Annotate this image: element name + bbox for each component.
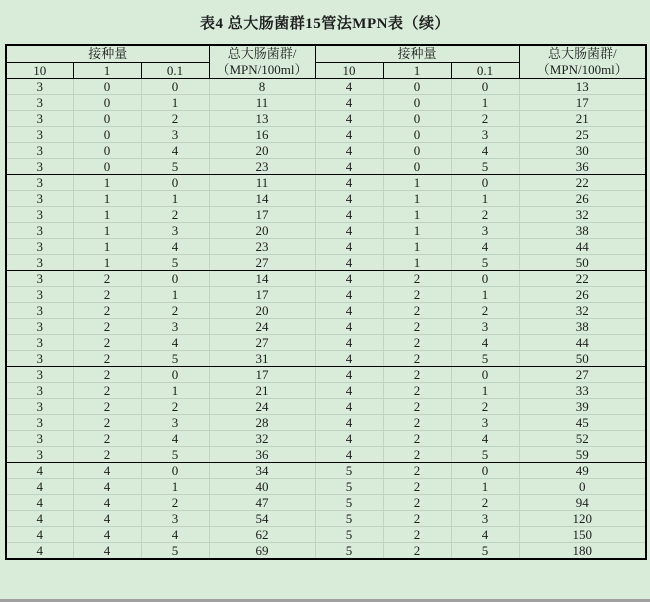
title-bar: [0, 0, 650, 44]
cell: 4: [73, 463, 141, 479]
cell: 31: [209, 351, 315, 367]
table-row: [6, 239, 646, 255]
cell: 4: [451, 239, 519, 255]
cell: 3: [6, 319, 73, 335]
cell: 150: [519, 527, 646, 543]
cell: 0: [451, 271, 519, 287]
cell: 0: [383, 95, 451, 111]
cell: 1: [383, 223, 451, 239]
cell: 3: [6, 271, 73, 287]
cell: 0: [141, 79, 209, 95]
cell: 1: [383, 207, 451, 223]
cell: 50: [519, 351, 646, 367]
cell: 180: [519, 543, 646, 560]
cell: 36: [519, 159, 646, 175]
cell: 3: [6, 303, 73, 319]
cell: 1: [383, 175, 451, 191]
cell: 94: [519, 495, 646, 511]
cell: 4: [315, 319, 383, 335]
table-row: [6, 367, 646, 383]
cell: 27: [209, 255, 315, 271]
cell: 13: [209, 111, 315, 127]
header-row-groups: [6, 45, 646, 62]
table-row: [6, 79, 646, 95]
cell: 3: [451, 319, 519, 335]
cell: 4: [315, 95, 383, 111]
cell: 0: [73, 159, 141, 175]
cell: 20: [209, 223, 315, 239]
table-row: [6, 175, 646, 191]
mpn-table: [5, 44, 647, 560]
cell: 0: [519, 479, 646, 495]
cell: 3: [6, 175, 73, 191]
cell: 3: [6, 287, 73, 303]
cell: 4: [6, 527, 73, 543]
cell: 40: [209, 479, 315, 495]
cell: 4: [141, 431, 209, 447]
table-row: [6, 255, 646, 271]
table-row: [6, 527, 646, 543]
cell: 0: [141, 463, 209, 479]
cell: 69: [209, 543, 315, 560]
cell: 4: [73, 479, 141, 495]
cell: 2: [73, 319, 141, 335]
cell: 3: [6, 191, 73, 207]
cell: 44: [519, 335, 646, 351]
header-mpn-left-line1: 总大肠菌群/: [227, 46, 297, 61]
cell: 62: [209, 527, 315, 543]
cell: 4: [73, 543, 141, 560]
header-volume-right-10: 10: [315, 62, 383, 79]
table-header: [6, 45, 646, 79]
cell: 27: [209, 335, 315, 351]
cell: 5: [451, 255, 519, 271]
cell: 0: [73, 127, 141, 143]
cell: 3: [6, 399, 73, 415]
cell: 47: [209, 495, 315, 511]
cell: 3: [141, 319, 209, 335]
cell: 4: [6, 511, 73, 527]
table-row: [6, 223, 646, 239]
cell: 2: [383, 367, 451, 383]
table-row: [6, 127, 646, 143]
cell: 2: [383, 511, 451, 527]
cell: 4: [451, 527, 519, 543]
cell: 3: [6, 207, 73, 223]
cell: 4: [6, 463, 73, 479]
cell: 4: [73, 511, 141, 527]
cell: 2: [383, 479, 451, 495]
cell: 11: [209, 175, 315, 191]
cell: 1: [141, 479, 209, 495]
cell: 1: [73, 175, 141, 191]
cell: 54: [209, 511, 315, 527]
cell: 0: [383, 79, 451, 95]
cell: 4: [315, 367, 383, 383]
table-row: [6, 111, 646, 127]
cell: 1: [73, 207, 141, 223]
cell: 28: [209, 415, 315, 431]
cell: 1: [383, 239, 451, 255]
cell: 3: [6, 335, 73, 351]
cell: 2: [383, 447, 451, 463]
table-row: [6, 191, 646, 207]
header-volume-right-1: 1: [383, 62, 451, 79]
table-row: [6, 207, 646, 223]
cell: 21: [519, 111, 646, 127]
cell: 2: [383, 495, 451, 511]
cell: 16: [209, 127, 315, 143]
cell: 1: [383, 255, 451, 271]
cell: 2: [383, 415, 451, 431]
cell: 2: [383, 287, 451, 303]
cell: 3: [6, 127, 73, 143]
cell: 4: [315, 207, 383, 223]
cell: 1: [383, 191, 451, 207]
cell: 2: [383, 319, 451, 335]
cell: 4: [6, 543, 73, 560]
cell: 4: [315, 415, 383, 431]
cell: 14: [209, 191, 315, 207]
table-row: [6, 271, 646, 287]
cell: 4: [141, 527, 209, 543]
cell: 45: [519, 415, 646, 431]
table-row: [6, 479, 646, 495]
header-inoculation-left: 接种量: [6, 45, 209, 62]
cell: 4: [451, 431, 519, 447]
table-row: [6, 511, 646, 527]
cell: 0: [451, 175, 519, 191]
table-row: [6, 415, 646, 431]
cell: 0: [73, 79, 141, 95]
cell: 1: [141, 383, 209, 399]
cell: 2: [141, 399, 209, 415]
cell: 3: [451, 511, 519, 527]
cell: 3: [6, 143, 73, 159]
cell: 17: [209, 207, 315, 223]
cell: 2: [73, 335, 141, 351]
cell: 2: [383, 271, 451, 287]
cell: 4: [141, 335, 209, 351]
cell: 24: [209, 319, 315, 335]
header-mpn-right: [519, 45, 646, 79]
cell: 4: [141, 239, 209, 255]
cell: 0: [451, 463, 519, 479]
cell: 8: [209, 79, 315, 95]
cell: 4: [315, 79, 383, 95]
cell: 5: [141, 255, 209, 271]
cell: 4: [315, 351, 383, 367]
cell: 5: [451, 543, 519, 560]
cell: 2: [383, 543, 451, 560]
cell: 2: [383, 383, 451, 399]
cell: 2: [383, 431, 451, 447]
cell: 0: [141, 175, 209, 191]
cell: 26: [519, 191, 646, 207]
cell: 5: [141, 351, 209, 367]
cell: 1: [141, 191, 209, 207]
cell: 4: [315, 143, 383, 159]
table-row: [6, 159, 646, 175]
cell: 38: [519, 223, 646, 239]
header-volume-left-1: 1: [73, 62, 141, 79]
cell: 44: [519, 239, 646, 255]
cell: 5: [141, 159, 209, 175]
cell: 4: [315, 223, 383, 239]
cell: 5: [141, 543, 209, 560]
cell: 39: [519, 399, 646, 415]
cell: 5: [451, 351, 519, 367]
cell: 59: [519, 447, 646, 463]
cell: 5: [141, 447, 209, 463]
cell: 3: [6, 415, 73, 431]
cell: 2: [73, 447, 141, 463]
table-row: [6, 447, 646, 463]
cell: 2: [451, 495, 519, 511]
cell: 2: [73, 303, 141, 319]
table-row: [6, 383, 646, 399]
cell: 3: [6, 159, 73, 175]
cell: 2: [451, 207, 519, 223]
cell: 2: [383, 527, 451, 543]
cell: 3: [141, 511, 209, 527]
cell: 2: [73, 271, 141, 287]
cell: 0: [383, 159, 451, 175]
cell: 2: [73, 415, 141, 431]
cell: 3: [6, 351, 73, 367]
cell: 0: [383, 111, 451, 127]
cell: 0: [383, 143, 451, 159]
header-volume-left-01: 0.1: [141, 62, 209, 79]
cell: 2: [73, 367, 141, 383]
cell: 4: [451, 335, 519, 351]
cell: 2: [383, 399, 451, 415]
cell: 13: [519, 79, 646, 95]
cell: 1: [73, 239, 141, 255]
header-inoculation-right: 接种量: [315, 45, 519, 62]
cell: 3: [6, 79, 73, 95]
cell: 4: [315, 303, 383, 319]
cell: 0: [73, 143, 141, 159]
cell: 4: [315, 335, 383, 351]
cell: 0: [73, 95, 141, 111]
cell: 2: [73, 351, 141, 367]
cell: 4: [315, 447, 383, 463]
cell: 5: [315, 543, 383, 560]
cell: 3: [451, 223, 519, 239]
cell: 2: [73, 431, 141, 447]
header-mpn-left: [209, 45, 315, 79]
cell: 11: [209, 95, 315, 111]
cell: 38: [519, 319, 646, 335]
cell: 2: [383, 351, 451, 367]
cell: 1: [451, 383, 519, 399]
cell: 4: [315, 383, 383, 399]
cell: 3: [141, 127, 209, 143]
cell: 2: [73, 383, 141, 399]
cell: 32: [209, 431, 315, 447]
table-row: [6, 543, 646, 560]
cell: 4: [6, 479, 73, 495]
header-volume-right-01: 0.1: [451, 62, 519, 79]
cell: 4: [315, 271, 383, 287]
cell: 3: [6, 95, 73, 111]
cell: 3: [6, 255, 73, 271]
cell: 27: [519, 367, 646, 383]
cell: 49: [519, 463, 646, 479]
table-body: [6, 79, 646, 560]
cell: 17: [209, 287, 315, 303]
cell: 52: [519, 431, 646, 447]
cell: 26: [519, 287, 646, 303]
cell: 3: [6, 447, 73, 463]
cell: 2: [451, 111, 519, 127]
cell: 4: [315, 191, 383, 207]
cell: 4: [315, 287, 383, 303]
cell: 22: [519, 271, 646, 287]
cell: 5: [451, 159, 519, 175]
cell: 2: [141, 207, 209, 223]
cell: 20: [209, 303, 315, 319]
table-row: [6, 319, 646, 335]
cell: 4: [315, 175, 383, 191]
header-mpn-left-line2: （MPN/100ml）: [216, 62, 308, 77]
cell: 0: [383, 127, 451, 143]
table-row: [6, 399, 646, 415]
cell: 5: [315, 463, 383, 479]
cell: 5: [315, 511, 383, 527]
cell: 4: [315, 255, 383, 271]
table-row: [6, 335, 646, 351]
cell: 2: [73, 399, 141, 415]
cell: 25: [519, 127, 646, 143]
cell: 3: [141, 223, 209, 239]
cell: 24: [209, 399, 315, 415]
cell: 2: [451, 303, 519, 319]
cell: 32: [519, 303, 646, 319]
cell: 4: [73, 495, 141, 511]
cell: 17: [519, 95, 646, 111]
cell: 14: [209, 271, 315, 287]
cell: 36: [209, 447, 315, 463]
cell: 2: [141, 495, 209, 511]
cell: 5: [315, 479, 383, 495]
cell: 17: [209, 367, 315, 383]
cell: 2: [73, 287, 141, 303]
cell: 0: [73, 111, 141, 127]
cell: 3: [6, 431, 73, 447]
cell: 1: [141, 95, 209, 111]
cell: 4: [451, 143, 519, 159]
cell: 2: [141, 303, 209, 319]
cell: 5: [451, 447, 519, 463]
cell: 4: [315, 239, 383, 255]
table-row: [6, 287, 646, 303]
table-row: [6, 303, 646, 319]
cell: 3: [6, 223, 73, 239]
cell: 30: [519, 143, 646, 159]
header-volume-left-10: 10: [6, 62, 73, 79]
cell: 23: [209, 239, 315, 255]
cell: 34: [209, 463, 315, 479]
cell: 1: [141, 287, 209, 303]
cell: 3: [6, 239, 73, 255]
cell: 20: [209, 143, 315, 159]
cell: 0: [451, 79, 519, 95]
cell: 120: [519, 511, 646, 527]
cell: 4: [315, 431, 383, 447]
cell: 33: [519, 383, 646, 399]
page-title: 表4 总大肠菌群15管法MPN表（续）: [200, 15, 450, 32]
table-row: [6, 143, 646, 159]
cell: 4: [315, 111, 383, 127]
table-row: [6, 351, 646, 367]
cell: 1: [451, 287, 519, 303]
cell: 1: [451, 95, 519, 111]
cell: 50: [519, 255, 646, 271]
cell: 1: [73, 223, 141, 239]
cell: 0: [141, 367, 209, 383]
cell: 0: [451, 367, 519, 383]
cell: 4: [6, 495, 73, 511]
cell: 32: [519, 207, 646, 223]
cell: 1: [451, 191, 519, 207]
cell: 2: [383, 335, 451, 351]
table-row: [6, 495, 646, 511]
cell: 4: [315, 399, 383, 415]
cell: 1: [73, 191, 141, 207]
cell: 1: [451, 479, 519, 495]
header-mpn-right-line2: （MPN/100ml）: [536, 62, 628, 77]
cell: 5: [315, 527, 383, 543]
cell: 21: [209, 383, 315, 399]
cell: 0: [141, 271, 209, 287]
cell: 23: [209, 159, 315, 175]
cell: 3: [6, 111, 73, 127]
table-row: [6, 95, 646, 111]
cell: 22: [519, 175, 646, 191]
cell: 4: [315, 127, 383, 143]
header-mpn-right-line1: 总大肠菌群/: [547, 46, 617, 61]
cell: 4: [73, 527, 141, 543]
cell: 2: [141, 111, 209, 127]
cell: 3: [451, 415, 519, 431]
cell: 3: [6, 383, 73, 399]
cell: 2: [451, 399, 519, 415]
cell: 4: [141, 143, 209, 159]
cell: 4: [315, 159, 383, 175]
cell: 5: [315, 495, 383, 511]
cell: 3: [6, 367, 73, 383]
cell: 3: [141, 415, 209, 431]
cell: 3: [451, 127, 519, 143]
cell: 2: [383, 463, 451, 479]
cell: 1: [73, 255, 141, 271]
cell: 2: [383, 303, 451, 319]
table-row: [6, 431, 646, 447]
table-row: [6, 463, 646, 479]
